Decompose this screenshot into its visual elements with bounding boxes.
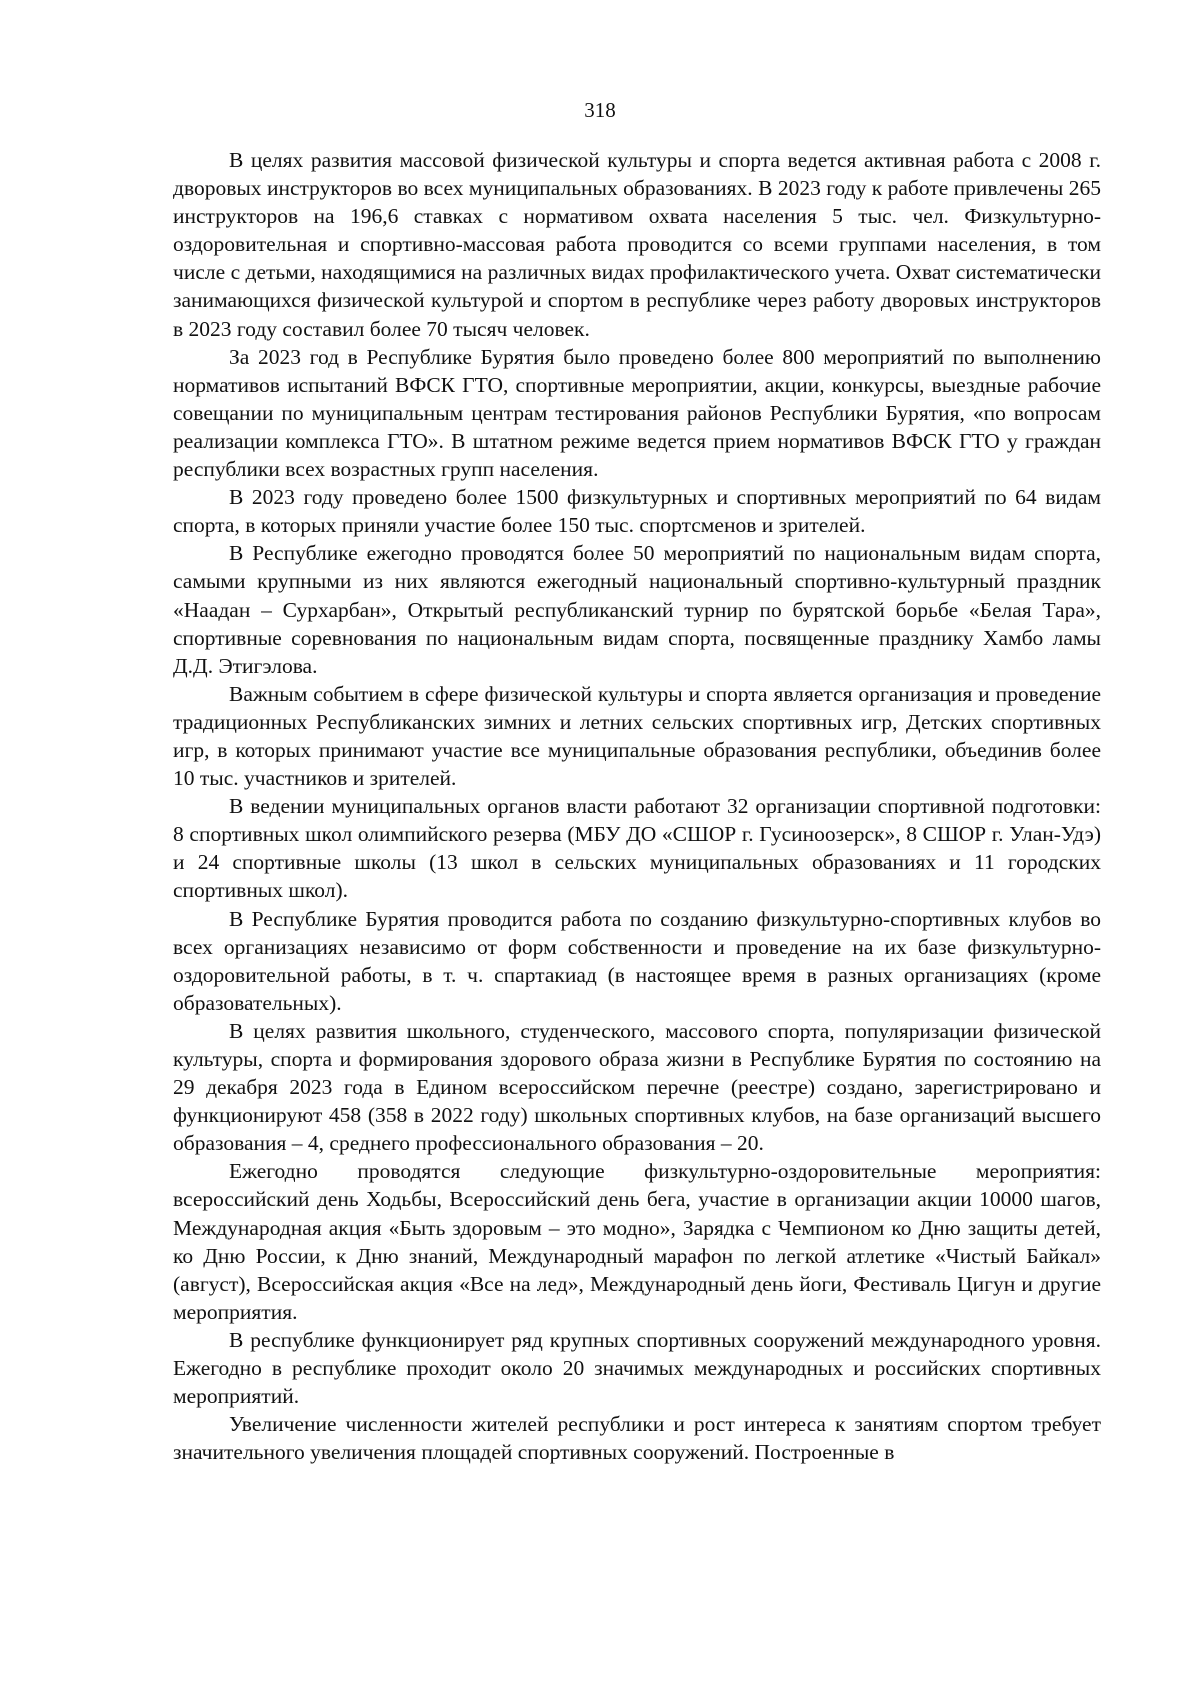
page-number: 318: [584, 98, 616, 122]
paragraph-facilities: В республике функционирует ряд крупных спортивных сооружений международного уровня. Ежегодно в республике проходит около 20 значимых международных и российских спортивных мероприятий.: [173, 1327, 1101, 1409]
document-body: [173, 146, 1101, 1466]
paragraph-school-clubs: В целях развития школьного, студенческого, массового спорта, популяризации физической культуры, спорта и формирования здорового образа жизни в Республике Бурятия по состоянию на 29 декабря 2023 года в Едином всероссийском перечне (реестре) создано, зарегистрировано и функционируют 458 (358 в 2022 году) школьных спортивных клубов, на базе организаций высшего образования – 4, среднего профессионального образования – 20.: [173, 1018, 1101, 1156]
paragraph-sport-schools: В ведении муниципальных органов власти работают 32 организации спортивной подготовки: 8 спортивных школ олимпийского резерва (МБУ ДО «СШОР г. Гусиноозерск», 8 СШОР г. Улан-Удэ) и 24 спортивные школы (13 школ в сельских муниципальных образованиях и 11 городских спортивных школ).: [173, 794, 1101, 903]
paragraph-gto: За 2023 год в Республике Бурятия было проведено более 800 мероприятий по выполнению нормативов испытаний ВФСК ГТО, спортивные мероприятии, акции, конкурсы, выездные рабочие совещании по муниципальным центрам тестирования районов Республики Бурятия, «по вопросам реализации комплекса ГТО». В штатном режиме ведется прием нормативов ВФСК ГТО у граждан республики всех возрастных групп населения.: [173, 344, 1101, 482]
paragraph-facility-demand: Увеличение численности жителей республики и рост интереса к занятиям спортом требует значительного увеличения площадей спортивных сооружений. Построенные в: [173, 1412, 1101, 1465]
paragraph-events: В 2023 году проведено более 1500 физкультурных и спортивных мероприятий по 64 видам спорта, в которых приняли участие более 150 тыс. спортсменов и зрителей.: [173, 485, 1101, 538]
paragraph-rural-games: Важным событием в сфере физической культуры и спорта является организация и проведение традиционных Республиканских зимних и летних сельских спортивных игр, Детских спортивных игр, в которых принимают участие все муниципальные образования республики, объединив более 10 тыс. участников и зрителей.: [173, 681, 1101, 791]
paragraph-sport-clubs: В Республике Бурятия проводится работа по созданию физкультурно-спортивных клубов во всех организациях независимо от форм собственности и проведение на их базе физкультурно-оздоровительной работы, в т. ч. спартакиад (в настоящее время в разных организациях (кроме образовательных).: [173, 906, 1101, 1015]
paragraph-health-events: Ежегодно проводятся следующие физкультурно-оздоровительные мероприятия: всероссийский день Ходьбы, Всероссийский день бега, участие в организации акции 10000 шагов, Международная акция «Быть здоровым – это модно», Зарядка с Чемпионом ко Дню защиты детей, ко Дню России, к Дню знаний, Международный марафон по легкой атлетике «Чистый Байкал» (август), Всероссийская акция «Все на лед», Международный день йоги, Фестиваль Цигун и другие мероприятия.: [173, 1159, 1101, 1324]
paragraph-instructors: В целях развития массовой физической культуры и спорта ведется активная работа с 2008 г. дворовых инструкторов во всех муниципальных образованиях. В 2023 году к работе привлечены 265 инструкторов на 196,6 ставках с нормативом охвата населения 5 тыс. чел. Физкультурно-оздоровительная и спортивно-массовая работа проводится со всеми группами населения, в том числе с детьми, находящимися на различных видах профилактического учета. Охват систематически занимающихся физической культурой и спортом в республике через работу дворовых инструкторов в 2023 году составил более 70 тысяч человек.: [173, 148, 1101, 341]
paragraph-national-sports: В Республике ежегодно проводятся более 50 мероприятий по национальным видам спорта, самыми крупными из них являются ежегодный национальный спортивно-культурный праздник «Наадан – Сурхарбан», Открытый республиканский турнир по бурятской борьбе «Белая Тара», спортивные соревнования по национальным видам спорта, посвященные празднику Хамбо ламы Д.Д. Этигэлова.: [173, 541, 1101, 678]
